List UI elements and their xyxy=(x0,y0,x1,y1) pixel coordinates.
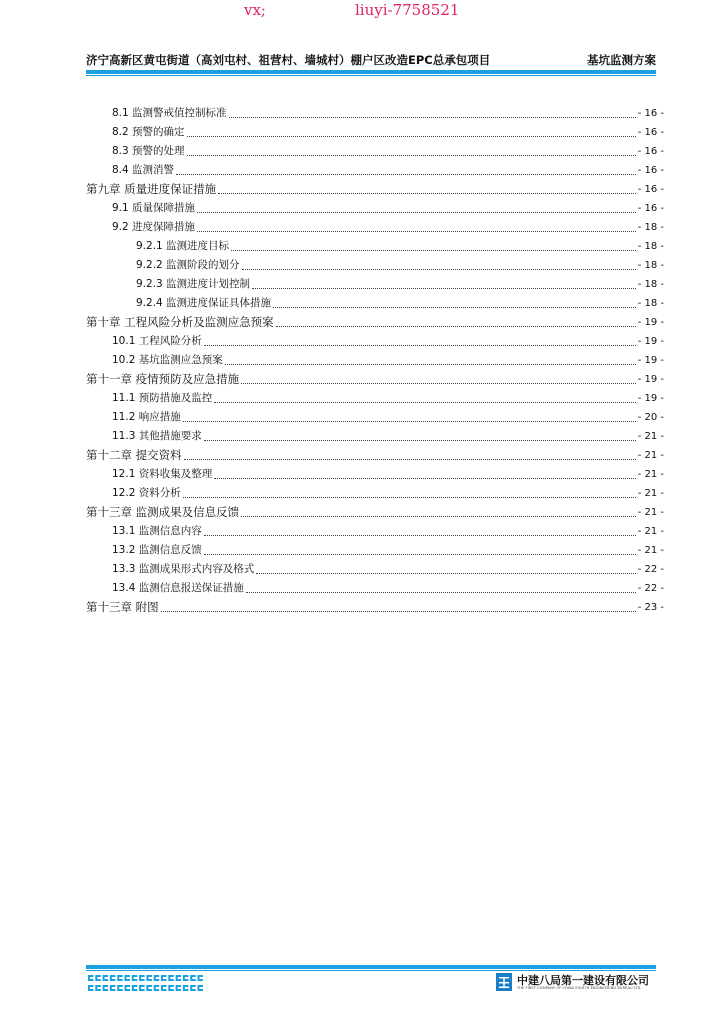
toc-entry[interactable] xyxy=(86,405,664,424)
footer-pattern-mark xyxy=(110,985,116,991)
toc-entry-page: - 19 - xyxy=(637,317,664,328)
toc-dot-leader xyxy=(273,306,636,308)
footer-pattern-mark xyxy=(95,975,101,981)
toc-entry-page: - 18 - xyxy=(637,279,664,290)
toc-dot-leader xyxy=(176,173,636,175)
toc-entry[interactable] xyxy=(86,538,664,557)
toc-entry[interactable] xyxy=(86,158,664,177)
table-of-contents xyxy=(86,101,664,614)
footer-pattern-mark xyxy=(190,975,196,981)
toc-entry-page: - 18 - xyxy=(637,241,664,252)
footer-divider xyxy=(86,965,656,969)
footer-pattern-mark xyxy=(146,985,152,991)
toc-entry[interactable] xyxy=(86,481,664,500)
header-project-title: 济宁高新区黄屯街道（高刘屯村、祖营村、墙城村）棚户区改造EPC总承包项目 xyxy=(86,53,491,67)
toc-entry[interactable] xyxy=(86,253,664,272)
toc-entry[interactable] xyxy=(86,367,664,386)
toc-entry-page: - 16 - xyxy=(637,127,664,138)
toc-dot-leader xyxy=(187,135,636,137)
toc-entry-page: - 21 - xyxy=(637,488,664,499)
footer-pattern-mark xyxy=(88,975,94,981)
footer-pattern-mark xyxy=(95,985,101,991)
toc-entry-title: 13.2 监测信息反馈 xyxy=(112,544,202,556)
toc-dot-leader xyxy=(161,610,636,612)
toc-entry-title: 9.2.2 监测阶段的划分 xyxy=(136,259,240,271)
toc-entry-title: 11.3 其他措施要求 xyxy=(112,430,202,442)
toc-entry-title: 第十三章 监测成果及信息反馈 xyxy=(86,505,240,519)
header-divider-thin xyxy=(86,75,656,76)
toc-entry[interactable] xyxy=(86,310,664,329)
toc-dot-leader xyxy=(246,591,636,593)
footer-pattern-mark xyxy=(161,985,167,991)
footer-pattern-mark xyxy=(168,975,174,981)
toc-dot-leader xyxy=(218,192,636,194)
toc-entry-page: - 19 - xyxy=(637,336,664,347)
toc-entry[interactable] xyxy=(86,272,664,291)
toc-entry[interactable] xyxy=(86,443,664,462)
toc-entry-page: - 18 - xyxy=(637,222,664,233)
toc-dot-leader xyxy=(241,382,636,384)
toc-entry-page: - 22 - xyxy=(637,583,664,594)
toc-entry-title: 第十二章 提交资料 xyxy=(86,448,182,462)
toc-dot-leader xyxy=(214,401,635,403)
footer-pattern-mark xyxy=(139,975,145,981)
toc-entry[interactable] xyxy=(86,557,664,576)
toc-entry-title: 9.1 质量保障措施 xyxy=(112,202,196,214)
toc-dot-leader xyxy=(183,496,636,498)
toc-entry[interactable] xyxy=(86,291,664,310)
toc-dot-leader xyxy=(214,477,635,479)
toc-entry-page: - 19 - xyxy=(637,355,664,366)
toc-entry[interactable] xyxy=(86,424,664,443)
toc-entry-title: 13.3 监测成果形式内容及格式 xyxy=(112,563,255,575)
toc-entry-title: 10.1 工程风险分析 xyxy=(112,335,202,347)
page-header xyxy=(86,52,656,68)
toc-entry-title: 13.4 监测信息报送保证措施 xyxy=(112,582,244,594)
toc-entry[interactable] xyxy=(86,120,664,139)
footer-pattern-mark xyxy=(183,975,189,981)
footer-pattern-mark xyxy=(190,985,196,991)
toc-dot-leader xyxy=(187,154,636,156)
toc-entry-page: - 19 - xyxy=(637,393,664,404)
toc-entry-title: 第十一章 疫情预防及应急措施 xyxy=(86,372,240,386)
company-name-en: THE FIRST COMPANY OF CHINA EIGHTH ENGINEERING BUREAU LTD. xyxy=(517,986,642,990)
toc-dot-leader xyxy=(183,420,636,422)
footer-pattern-mark xyxy=(176,975,182,981)
toc-dot-leader xyxy=(231,249,636,251)
footer-pattern-mark xyxy=(183,985,189,991)
footer-pattern-mark xyxy=(117,985,123,991)
header-divider xyxy=(86,70,656,74)
toc-entry-title: 9.2 进度保障措施 xyxy=(112,221,196,233)
footer-pattern-mark xyxy=(132,975,138,981)
toc-entry-page: - 16 - xyxy=(637,108,664,119)
toc-dot-leader xyxy=(197,211,636,213)
toc-entry[interactable] xyxy=(86,329,664,348)
toc-entry-title: 9.2.4 监测进度保证具体措施 xyxy=(136,297,272,309)
toc-dot-leader xyxy=(225,363,636,365)
toc-dot-leader xyxy=(204,553,636,555)
footer-pattern-mark xyxy=(176,985,182,991)
company-emblem-icon xyxy=(496,973,512,991)
toc-entry[interactable] xyxy=(86,177,664,196)
footer-pattern-mark xyxy=(146,975,152,981)
toc-entry-page: - 20 - xyxy=(637,412,664,423)
toc-entry-page: - 18 - xyxy=(637,298,664,309)
toc-entry-page: - 22 - xyxy=(637,564,664,575)
toc-entry-title: 11.2 响应措施 xyxy=(112,411,181,423)
footer-pattern-mark xyxy=(132,985,138,991)
toc-entry[interactable] xyxy=(86,348,664,367)
header-doc-title: 基坑监测方案 xyxy=(587,53,656,67)
toc-entry[interactable] xyxy=(86,386,664,405)
footer-pattern-mark xyxy=(110,975,116,981)
company-name-cn: 中建八局第一建设有限公司 xyxy=(517,974,649,987)
toc-entry-title: 8.1 监测警戒值控制标准 xyxy=(112,107,227,119)
toc-entry-title: 第九章 质量进度保证措施 xyxy=(86,182,217,196)
company-logo xyxy=(496,972,660,996)
footer-divider-thin xyxy=(86,970,656,971)
toc-entry[interactable] xyxy=(86,462,664,481)
toc-dot-leader xyxy=(184,458,636,460)
toc-entry-page: - 21 - xyxy=(637,545,664,556)
toc-entry-title: 第十三章 附图 xyxy=(86,600,159,614)
toc-entry-title: 12.2 资料分析 xyxy=(112,487,181,499)
toc-entry[interactable] xyxy=(86,595,664,614)
footer-pattern-mark xyxy=(168,985,174,991)
toc-entry-title: 8.4 监测消警 xyxy=(112,164,175,176)
toc-entry-page: - 23 - xyxy=(637,602,664,613)
toc-entry-page: - 21 - xyxy=(637,450,664,461)
footer-pattern-mark xyxy=(198,975,204,981)
watermark xyxy=(0,0,724,24)
toc-entry-page: - 16 - xyxy=(637,165,664,176)
toc-entry-page: - 19 - xyxy=(637,374,664,385)
toc-entry[interactable] xyxy=(86,234,664,253)
toc-entry-title: 10.2 基坑监测应急预案 xyxy=(112,354,223,366)
toc-entry-title: 13.1 监测信息内容 xyxy=(112,525,202,537)
toc-dot-leader xyxy=(229,116,636,118)
watermark-right: liuyi-7758521 xyxy=(355,1,460,19)
toc-entry-page: - 18 - xyxy=(637,260,664,271)
toc-dot-leader xyxy=(197,230,636,232)
toc-entry[interactable] xyxy=(86,101,664,120)
toc-dot-leader xyxy=(256,572,635,574)
toc-entry-title: 9.2.3 监测进度计划控制 xyxy=(136,278,251,290)
toc-entry-title: 8.3 预警的处理 xyxy=(112,145,185,157)
footer-pattern-mark xyxy=(198,985,204,991)
toc-dot-leader xyxy=(276,325,636,327)
toc-entry-page: - 21 - xyxy=(637,469,664,480)
toc-entry[interactable] xyxy=(86,139,664,158)
toc-entry-title: 第十章 工程风险分析及监测应急预案 xyxy=(86,315,274,329)
footer-pattern-mark xyxy=(125,985,131,991)
footer-pattern-mark xyxy=(125,975,131,981)
toc-entry-title: 9.2.1 监测进度目标 xyxy=(136,240,230,252)
toc-dot-leader xyxy=(242,268,636,270)
toc-dot-leader xyxy=(204,344,636,346)
toc-dot-leader xyxy=(241,515,636,517)
footer-pattern-logo xyxy=(88,974,206,994)
footer-pattern-mark xyxy=(117,975,123,981)
footer-pattern-mark xyxy=(161,975,167,981)
toc-entry[interactable] xyxy=(86,519,664,538)
toc-entry[interactable] xyxy=(86,215,664,234)
toc-entry[interactable] xyxy=(86,500,664,519)
toc-dot-leader xyxy=(204,439,636,441)
watermark-left: vx; xyxy=(244,1,266,19)
footer-pattern-mark xyxy=(103,975,109,981)
footer-pattern-mark xyxy=(139,985,145,991)
toc-entry-page: - 21 - xyxy=(637,526,664,537)
footer-pattern-mark xyxy=(154,975,160,981)
toc-entry-title: 8.2 预警的确定 xyxy=(112,126,185,138)
toc-entry-title: 11.1 预防措施及监控 xyxy=(112,392,213,404)
footer-pattern-mark xyxy=(88,985,94,991)
toc-dot-leader xyxy=(252,287,636,289)
footer-pattern-mark xyxy=(154,985,160,991)
toc-dot-leader xyxy=(204,534,636,536)
toc-entry-page: - 16 - xyxy=(637,146,664,157)
toc-entry-page: - 21 - xyxy=(637,507,664,518)
toc-entry-title: 12.1 资料收集及整理 xyxy=(112,468,213,480)
toc-entry-page: - 16 - xyxy=(637,184,664,195)
toc-entry[interactable] xyxy=(86,576,664,595)
toc-entry-page: - 16 - xyxy=(637,203,664,214)
toc-entry[interactable] xyxy=(86,196,664,215)
toc-entry-page: - 21 - xyxy=(637,431,664,442)
footer-pattern-mark xyxy=(103,985,109,991)
